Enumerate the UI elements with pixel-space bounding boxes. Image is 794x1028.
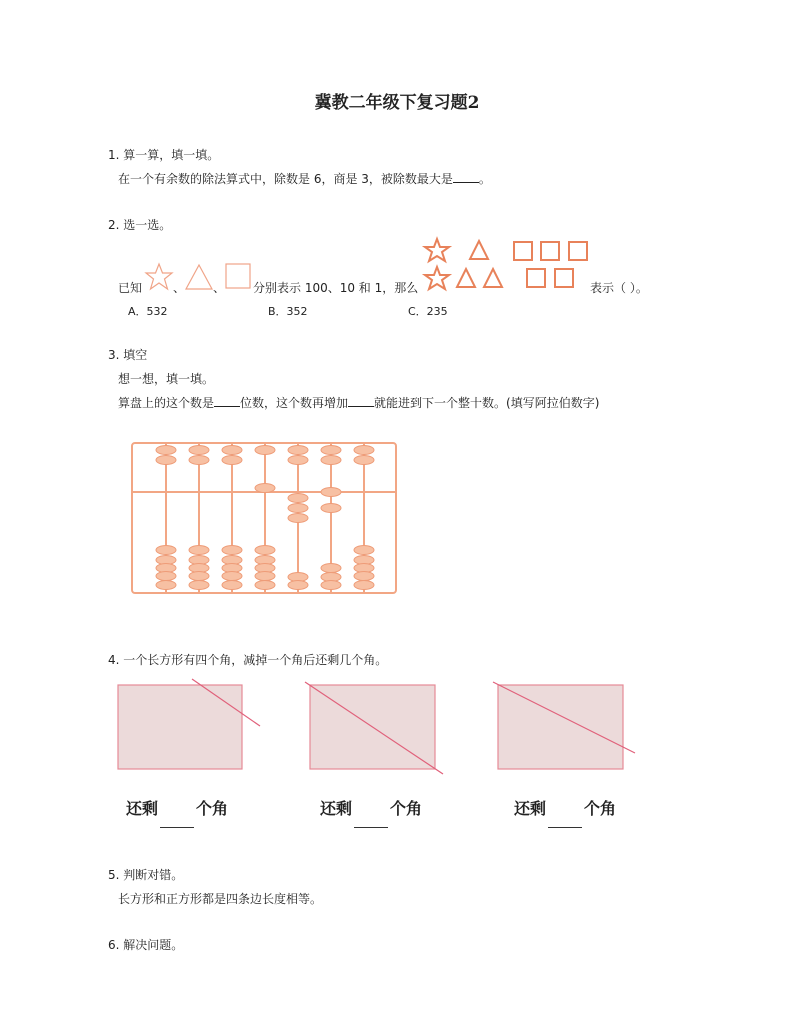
abacus-bead bbox=[222, 581, 242, 590]
abacus-bead bbox=[354, 456, 374, 465]
q2-sep2: 、 bbox=[213, 281, 226, 295]
q3-line2 bbox=[118, 394, 599, 411]
abacus-bead bbox=[189, 581, 209, 590]
q4-label-1-left: 还剩 bbox=[126, 801, 159, 818]
star-icon bbox=[425, 267, 449, 289]
square-icon bbox=[541, 242, 559, 260]
abacus-bead bbox=[321, 564, 341, 573]
abacus-bead bbox=[321, 581, 341, 590]
square-icon bbox=[555, 269, 573, 287]
abacus-bead bbox=[189, 446, 209, 455]
abacus-bead bbox=[354, 581, 374, 590]
abacus-bead bbox=[156, 572, 176, 581]
abacus-bead bbox=[255, 446, 275, 455]
abacus-bead bbox=[222, 572, 242, 581]
shape-combination bbox=[424, 238, 594, 294]
triangle-icon bbox=[470, 241, 488, 259]
abacus-bead bbox=[321, 488, 341, 497]
q3-line2-c: 就能进到下一个整十数。(填写阿拉伯数字) bbox=[374, 396, 600, 410]
abacus-bead bbox=[189, 572, 209, 581]
q4-label-3-left: 还剩 bbox=[514, 801, 547, 818]
q3-line1: 想一想，填一填。 bbox=[118, 372, 215, 386]
q5-text: 长方形和正方形都是四条边长度相等。 bbox=[118, 892, 323, 906]
abacus-bead bbox=[288, 504, 308, 513]
triangle-icon bbox=[457, 269, 475, 287]
abacus-bead bbox=[156, 546, 176, 555]
square-icon bbox=[514, 242, 532, 260]
q4-label-2 bbox=[320, 796, 422, 819]
abacus-bead bbox=[354, 546, 374, 555]
q2-option-b[interactable]: B．352 bbox=[268, 305, 308, 318]
q4-label-2-right: 个角 bbox=[390, 801, 423, 818]
q6-heading: 6. 解决问题。 bbox=[108, 938, 184, 952]
star-icon bbox=[144, 262, 174, 292]
abacus-bead bbox=[156, 581, 176, 590]
square-icon bbox=[527, 269, 545, 287]
q4-label-2-left: 还剩 bbox=[320, 801, 353, 818]
abacus-bead bbox=[222, 456, 242, 465]
q4-answer-blank-3[interactable] bbox=[548, 826, 582, 828]
square-icon bbox=[569, 242, 587, 260]
q2-heading: 2. 选一选。 bbox=[108, 218, 172, 232]
abacus-bead bbox=[321, 446, 341, 455]
abacus-bead bbox=[156, 446, 176, 455]
abacus-bead bbox=[255, 572, 275, 581]
q2-sep1: 、 bbox=[173, 281, 186, 295]
q3-heading: 3. 填空 bbox=[108, 348, 148, 362]
abacus-bead bbox=[222, 546, 242, 555]
q1-text-after: 。 bbox=[478, 172, 491, 186]
q3-line2-a: 算盘上的这个数是 bbox=[118, 396, 215, 410]
abacus-bead bbox=[288, 581, 308, 590]
abacus-bead bbox=[288, 446, 308, 455]
abacus-bead bbox=[288, 456, 308, 465]
abacus-bead bbox=[222, 446, 242, 455]
q4-label-3-right: 个角 bbox=[584, 801, 617, 818]
abacus-bead bbox=[156, 456, 176, 465]
abacus-bead bbox=[354, 446, 374, 455]
q4-answer-blank-2[interactable] bbox=[354, 826, 388, 828]
q4-answer-blank-1[interactable] bbox=[160, 826, 194, 828]
rectangle-figure-1 bbox=[115, 678, 265, 773]
q4-label-1-right: 个角 bbox=[196, 801, 229, 818]
abacus-bead bbox=[288, 494, 308, 503]
q1-heading: 1. 算一算，填一填。 bbox=[108, 148, 220, 162]
abacus-bead bbox=[189, 546, 209, 555]
q2-option-c[interactable]: C．235 bbox=[408, 305, 448, 318]
q2-middle: 分别表示 100、10 和 1，那么 bbox=[253, 281, 419, 295]
abacus-bead bbox=[354, 572, 374, 581]
q3-line2-b: 位数，这个数再增加 bbox=[240, 396, 349, 410]
q4-heading: 4. 一个长方形有四个角，减掉一个角后还剩几个角。 bbox=[108, 653, 388, 667]
triangle-icon bbox=[484, 269, 502, 287]
abacus-bead bbox=[255, 546, 275, 555]
q1-text bbox=[118, 170, 491, 187]
q3-digits-blank[interactable] bbox=[214, 395, 240, 407]
q2-suffix: 表示（ ）。 bbox=[590, 281, 648, 295]
q5-heading: 5. 判断对错。 bbox=[108, 868, 184, 882]
abacus-bead bbox=[255, 581, 275, 590]
page-title: 冀教二年级下复习题2 bbox=[314, 93, 480, 113]
abacus-bead bbox=[189, 456, 209, 465]
abacus-bead bbox=[321, 504, 341, 513]
square-icon bbox=[224, 262, 254, 292]
abacus bbox=[130, 440, 400, 595]
abacus-bead bbox=[288, 514, 308, 523]
q1-text-before: 在一个有余数的除法算式中，除数是 6，商是 3，被除数最大是 bbox=[118, 172, 453, 186]
q3-increase-blank[interactable] bbox=[348, 395, 374, 407]
q1-answer-blank[interactable] bbox=[453, 171, 479, 183]
q4-label-3 bbox=[514, 796, 616, 819]
rectangle-figure-3 bbox=[490, 678, 640, 773]
triangle-icon bbox=[184, 262, 214, 292]
q2-option-a[interactable]: A．532 bbox=[128, 305, 168, 318]
abacus-bead bbox=[321, 456, 341, 465]
abacus-bead bbox=[255, 484, 275, 493]
rectangle-figure-2 bbox=[305, 678, 450, 778]
star-icon bbox=[425, 239, 449, 261]
q2-prefix: 已知 bbox=[118, 281, 143, 295]
q4-label-1 bbox=[126, 796, 228, 819]
